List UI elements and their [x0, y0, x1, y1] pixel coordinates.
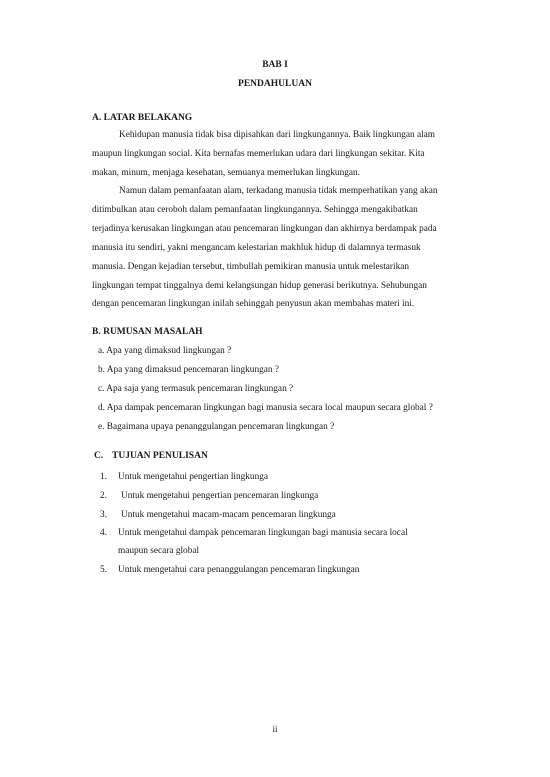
- section-a-heading: A. LATAR BELAKANG: [92, 113, 193, 123]
- list-item: d. Apa dampak pencemaran lingkungan bagi manusia secara local maupun secara global ?: [98, 403, 433, 413]
- paragraph-line: makan, minum, menjaga kesehatan, semuanya memerlukan lingkungan.: [92, 168, 360, 178]
- page-number: ii: [272, 724, 278, 734]
- list-item: e. Bagaimana upaya penanggulangan pencemaran lingkungan ?: [98, 422, 335, 432]
- chapter-number: BAB I: [262, 60, 288, 70]
- paragraph-line: maupun lingkungan social. Kita bernafas memerlukan udara dari lingkungan sekitar. Kita: [92, 149, 425, 159]
- section-b-heading: B. RUMUSAN MASALAH: [92, 327, 203, 337]
- list-item: b. Apa yang dimaksud pencemaran lingkungan ?: [98, 365, 279, 375]
- section-c-heading: TUJUAN PENULISAN: [112, 451, 208, 461]
- paragraph-line: terjadinya kerusakan lingkungan atau pencemaran lingkungan dan akhirnya berdampak pada: [92, 224, 437, 234]
- list-item: a. Apa yang dimaksud lingkungan ?: [98, 346, 232, 356]
- paragraph-line: ditimbulkan atau ceroboh dalam pemanfaatan lingkungannya. Sehingga mengakibatkan: [92, 205, 418, 215]
- list-item: Untuk mengetahui pengertian pencemaran lingkunga: [121, 491, 319, 501]
- list-number: 3.: [100, 510, 107, 520]
- list-number: 4.: [100, 528, 107, 538]
- paragraph-line: dengan pencemaran lingkungan inilah sehinggah penyusun akan membahas materi ini.: [92, 299, 415, 309]
- section-c-heading-letter: C.: [94, 451, 104, 461]
- paragraph-line: manusia itu sendiri, yakni mengancam kelestarian makhluk hidup di dalamnya termasuk: [92, 243, 421, 253]
- list-item-continuation: maupun secara global: [118, 546, 200, 556]
- chapter-title: PENDAHULUAN: [238, 79, 312, 89]
- list-number: 1.: [100, 472, 107, 482]
- list-item: Untuk mengetahui macam-macam pencemaran lingkunga: [121, 510, 336, 520]
- paragraph-line: lingkungan tempat tinggalnya demi kelangsungan hidup generasi berikutnya. Sehubungan: [92, 281, 427, 291]
- paragraph-line: Kehidupan manusia tidak bisa dipisahkan dari lingkungannya. Baik lingkungan alam: [119, 130, 436, 140]
- list-item: Untuk mengetahui dampak pencemaran lingkungan bagi manusia secara local: [118, 528, 408, 538]
- list-item: Untuk mengetahui pengertian lingkunga: [118, 472, 269, 482]
- list-item: c. Apa saja yang termasuk pencemaran lingkungan ?: [98, 384, 294, 394]
- paragraph-line: Namun dalam pemanfaatan alam, terkadang manusia tidak memperhatikan yang akan: [119, 186, 438, 196]
- list-number: 5.: [100, 565, 107, 575]
- list-number: 2.: [100, 491, 107, 501]
- list-item: Untuk mengetahui cara penanggulangan pencemaran lingkungan: [118, 565, 360, 575]
- paragraph-line: manusia. Dengan kejadian tersebut, timbullah pemikiran manusia untuk melestarikan: [92, 262, 410, 272]
